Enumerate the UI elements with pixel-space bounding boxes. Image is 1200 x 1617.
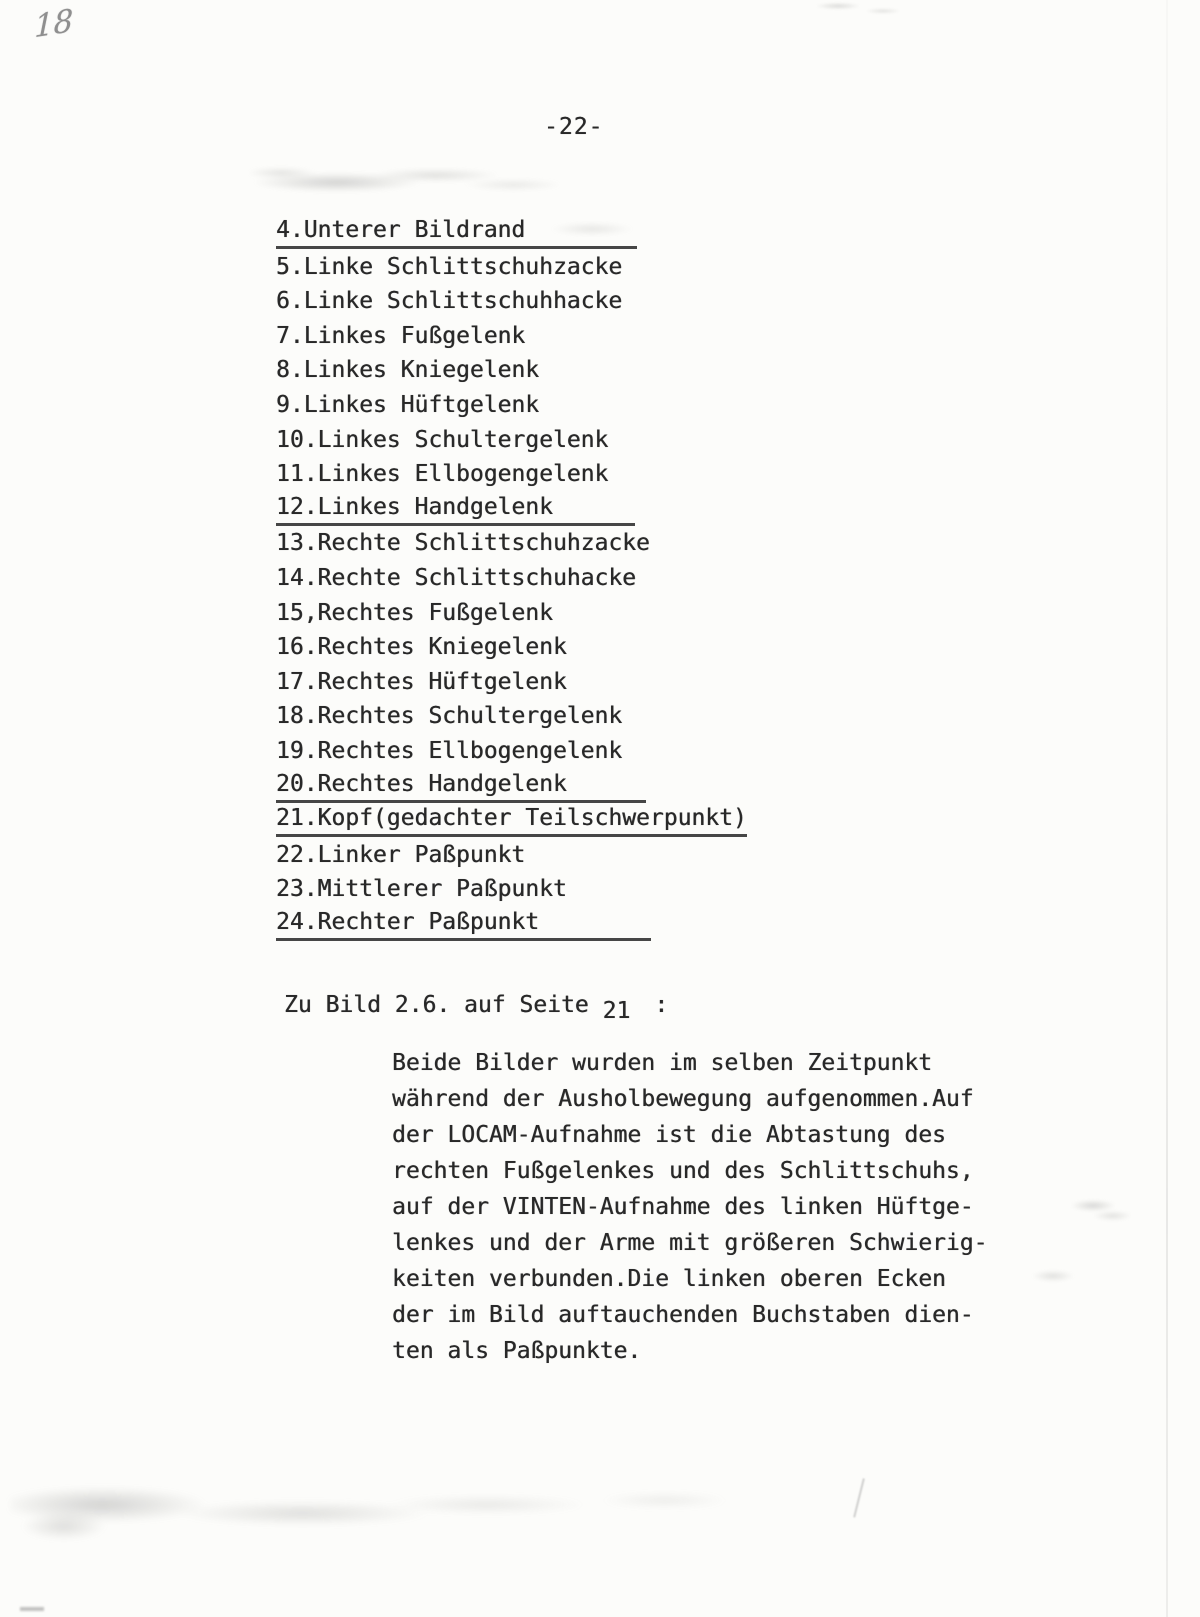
list-item	[276, 353, 747, 388]
list-item-label: 5.Linke Schlittschuhzacke	[276, 253, 623, 280]
list-item-label: 22.Linker Paßpunkt	[276, 841, 526, 868]
paragraph-line: lenkes und der Arme mit größeren Schwierig-	[392, 1230, 988, 1256]
list-item	[276, 319, 747, 354]
scan-crease-line	[1166, 0, 1168, 1617]
paragraph-line: rechten Fußgelenkes und des Schlittschuhs,	[392, 1158, 974, 1184]
smudge-mark	[1018, 1262, 1088, 1290]
smudge-mark	[808, 0, 908, 20]
list-item	[276, 630, 747, 665]
list-item-label: 20.Rechtes Handgelenk	[276, 771, 646, 803]
paragraph-line: ten als Paßpunkte.	[392, 1338, 642, 1364]
list-item	[276, 215, 747, 250]
list-item-label: 19.Rechtes Ellbogengelenk	[276, 737, 623, 764]
pen-stroke-mark	[853, 1478, 866, 1518]
list-item	[276, 803, 747, 838]
list-item-label: 13.Rechte Schlittschuhzacke	[276, 530, 650, 557]
list-item-label: 4.Unterer Bildrand	[276, 217, 637, 249]
smudge-mark	[250, 156, 560, 204]
paragraph-line: der LOCAM-Aufnahme ist die Abtastung des	[392, 1122, 946, 1148]
list-item	[276, 526, 747, 561]
caption-colon: :	[654, 992, 669, 1018]
list-item-label: 21.Kopf(gedachter Teilschwerpunkt)	[276, 805, 747, 837]
figure-caption-line	[284, 992, 669, 1024]
list-item-label: 24.Rechter Paßpunkt	[276, 909, 651, 941]
list-item	[276, 699, 747, 734]
list-item	[276, 561, 747, 596]
landmark-list	[276, 215, 747, 941]
list-item-label: 7.Linkes Fußgelenk	[276, 322, 526, 349]
list-item	[276, 492, 747, 527]
list-item-label: 16.Rechtes Kniegelenk	[276, 634, 567, 661]
list-item-label: 6.Linke Schlittschuhhacke	[276, 288, 623, 315]
list-item	[276, 838, 747, 873]
caption-page-reference: 21	[602, 998, 631, 1024]
list-item-label: 10.Linkes Schultergelenk	[276, 426, 609, 453]
list-item-label: 8.Linkes Kniegelenk	[276, 357, 540, 384]
paragraph-line: auf der VINTEN-Aufnahme des linken Hüftge-	[392, 1194, 974, 1220]
list-item	[276, 734, 747, 769]
list-item	[276, 665, 747, 700]
list-item	[276, 457, 747, 492]
list-item-label: 12.Linkes Handgelenk	[276, 494, 635, 526]
list-item	[276, 769, 747, 804]
list-item-label: 15,Rechtes Fußgelenk	[276, 599, 553, 626]
body-paragraph	[392, 1045, 987, 1369]
caption-prefix: Zu Bild 2.6. auf Seite	[284, 992, 589, 1018]
smudge-mark	[1062, 1192, 1140, 1226]
list-item	[276, 907, 747, 942]
list-item	[276, 250, 747, 285]
list-item-label: 23.Mittlerer Paßpunkt	[276, 876, 567, 903]
list-item	[276, 596, 747, 631]
list-item	[276, 284, 747, 319]
list-item-label: 18.Rechtes Schultergelenk	[276, 703, 623, 730]
list-item-label: 17.Rechtes Hüftgelenk	[276, 668, 567, 695]
paragraph-line: der im Bild auftauchenden Buchstaben dien-	[392, 1302, 974, 1328]
list-item-label: 14.Rechte Schlittschuhacke	[276, 564, 637, 591]
list-item	[276, 872, 747, 907]
paragraph-line: keiten verbunden.Die linken oberen Ecken	[392, 1266, 946, 1292]
page-number: -22-	[544, 114, 604, 140]
paragraph-line: Beide Bilder wurden im selben Zeitpunkt	[392, 1050, 933, 1076]
smudge-mark	[20, 1607, 44, 1611]
list-item-label: 11.Linkes Ellbogengelenk	[276, 461, 609, 488]
list-item-label: 9.Linkes Hüftgelenk	[276, 391, 540, 418]
list-item	[276, 388, 747, 423]
smudge-mark	[10, 1466, 780, 1552]
paragraph-line: während der Ausholbewegung aufgenommen.Auf	[392, 1086, 974, 1112]
list-item	[276, 423, 747, 458]
handwritten-corner-number: 18	[33, 2, 74, 46]
